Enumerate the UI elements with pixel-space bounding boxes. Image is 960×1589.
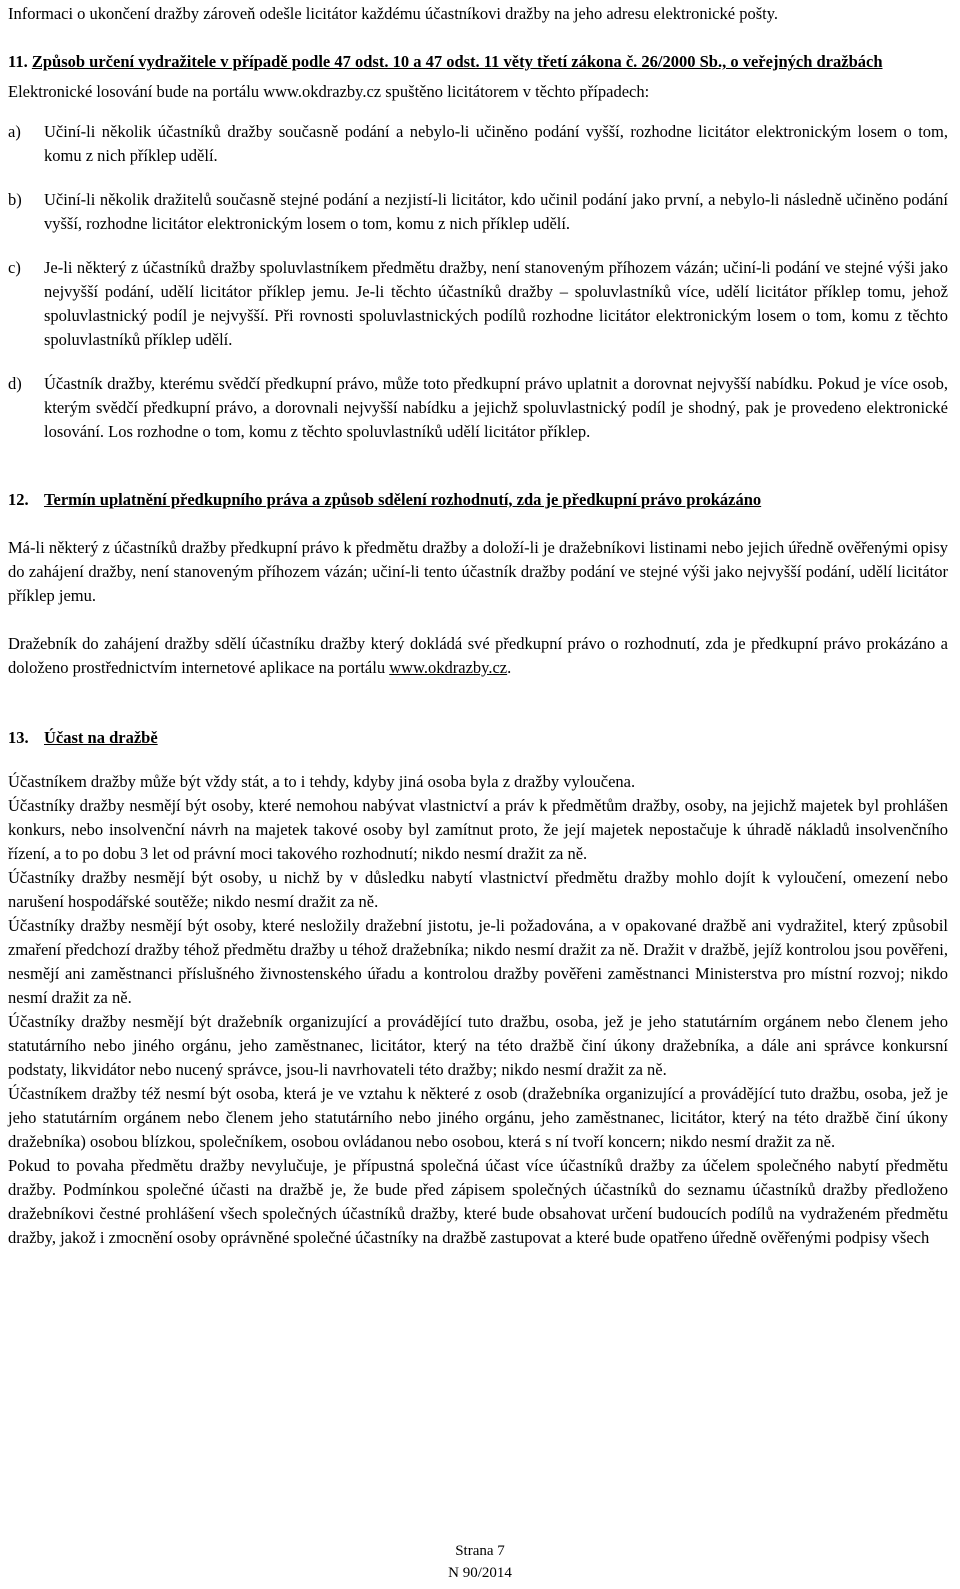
okdrazby-link[interactable]: www.okdrazby.cz — [263, 82, 382, 101]
p2-text-before: Dražebník do zahájení dražby sdělí účastníku dražby který dokládá své předkupní právo o rozhodnutí, zda je předkupní právo prokázáno a doloženo prostřednictvím internetové aplikace na portálu — [8, 634, 948, 677]
page-number: Strana 7 — [455, 1543, 505, 1559]
section-13-title: Účast na dražbě — [44, 728, 158, 747]
p2-text-after: . — [507, 658, 512, 677]
list-item-label: c) — [8, 258, 21, 277]
section-13-heading — [8, 726, 948, 750]
section-13-body — [8, 770, 948, 1250]
list-item-b — [8, 188, 948, 236]
section-12-paragraph-1: Má-li některý z účastníků dražby předkupní právo k předmětu dražby a doloží-li je dražebníkovi listinami nebo jejich úředně ověřenými opisy do zahájení dražby, není stanoveným příhozem vázán; učiní-li tento účastník dražby podání ve stejné výši jako nejvyšší podání, udělí licitátor příklep jemu. — [8, 538, 948, 605]
section-12-heading — [8, 488, 948, 512]
page-footer — [0, 1540, 960, 1584]
list-item-a — [8, 120, 948, 168]
section-12-title: Termín uplatnění předkupního práva a způsob sdělení rozhodnutí, zda je předkupní právo prokázáno — [44, 490, 762, 509]
list-item-text: Účastník dražby, kterému svědčí předkupní právo, může toto předkupní právo uplatnit a dorovnat nejvyšší nabídku. Pokud je více osob, kterým svědčí předkupní právo, a dorovnali nejvyšší nabídku a jejichž spoluvlastnický podíl je shodný, pak je provedeno elektronické losování. Los rozhodne o tom, komu z těchto spoluvlastníků udělí licitátor příklep. — [44, 374, 948, 441]
section-12-number: 12. — [8, 490, 29, 509]
list-item-text: Učiní-li několik dražitelů současně stejné podání a nezjistí-li licitátor, kdo učinil podání jako první, a nebylo-li následně učiněno podání vyšší, rozhodne licitátor elektronickým losem o tom, komu z nich příklep udělí. — [44, 190, 948, 233]
list-item-c — [8, 256, 948, 352]
section-11-heading — [8, 50, 948, 74]
section-13-paragraph: Účastníkem dražby též nesmí být osoba, která je ve vztahu k některé z osob (dražebníka organizující a provádějící tuto dražbu, osoba, jež je jeho statutárním orgánem nebo členem jeho statutárního nebo jiného orgánu, jeho zaměstnanec, licitátor, který na této dražbě činí úkony dražebníka) osobou blízkou, společníkem, osobou ovládanou nebo osobou, která s ní tvoří koncern; nikdo nesmí dražit za ně. — [8, 1084, 948, 1151]
list-item-d — [8, 372, 948, 444]
section-12-paragraph-2 — [8, 632, 948, 680]
section-11-lead — [8, 80, 948, 104]
section-11-title: Způsob určení vydražitele v případě podle 47 odst. 10 a 47 odst. 11 věty třetí zákona č. 26/2000 Sb., o veřejných dražbách — [31, 52, 883, 71]
list-item-label: b) — [8, 190, 22, 209]
section-13-paragraph: Účastníky dražby nesmějí být osoby, které nemohou nabývat vlastnictví a práv k předmětům dražby, osoby, na jejichž majetek byl prohlášen konkurs, nebo insolvenční návrh na majetek takové osoby byl zamítnut proto, že její majetek nepostačuje k úhradě nákladů insolvenčního řízení, a to po dobu 3 let od právní moci takového rozhodnutí; nikdo nesmí dražit za ně. — [8, 796, 948, 863]
list-item-label: d) — [8, 374, 22, 393]
document-page — [8, 0, 948, 1250]
lead-text-before: Elektronické losování bude na portálu — [8, 82, 264, 101]
list-item-text: Je-li některý z účastníků dražby spoluvlastníkem předmětu dražby, není stanoveným příhozem vázán; učiní-li podání ve stejné výši jako nejvyšší podání, udělí licitátor příklep jemu. Je-li těchto účastníků dražby – spoluvlastníků více, udělí licitátor příklep tomu, jehož spoluvlastnický podíl je nejvyšší. Při rovnosti spoluvlastnických podílů rozhodne licitátor elektronickým losem o tom, komu z těchto spoluvlastníků příklep udělí. — [44, 258, 948, 349]
section-11-number: 11. — [8, 52, 28, 71]
document-reference: N 90/2014 — [448, 1565, 512, 1581]
section-13-paragraph: Pokud to povaha předmětu dražby nevylučuje, je přípustná společná účast více účastníků dražby za účelem společného nabytí předmětu dražby. Podmínkou společné účasti na dražbě je, že bude před zápisem společných účastníků do seznamu účastníků dražby předloženo dražebníkovi čestné prohlášení všech společných účastníků dražby, které bude obsahovat určení budoucích podílů na vydraženém předmětu dražby, jakož i zmocnění osoby oprávněné společné účastníky na dražbě zastupovat a které bude opatřeno úředně ověřenými podpisy všech — [8, 1156, 948, 1247]
section-13-paragraph: Účastníky dražby nesmějí být dražebník organizující a provádějící tuto dražbu, osoba, jež je jeho statutárním orgánem nebo členem jeho statutárního nebo jiného orgánu, jeho zaměstnanec, licitátor, který na této dražbě činí úkony dražebníka, a dále ani správce konkursní podstaty, likvidátor nebo nucený správce, jsou-li navrhovateli této dražby; nikdo nesmí dražit za ně. — [8, 1012, 948, 1079]
intro-paragraph: Informaci o ukončení dražby zároveň odešle licitátor každému účastníkovi dražby na jeho adresu elektronické pošty. — [8, 4, 779, 23]
section-13-paragraph: Účastníky dražby nesmějí být osoby, které nesložily dražební jistotu, je-li požadována, a v opakované dražbě ani vydražitel, který způsobil zmaření předchozí dražby téhož předmětu dražby u téhož dražebníka; nikdo nesmí dražit za ně. Dražit v dražbě, jejíž kontrolou jsou pověřeni, nesmějí ani zaměstnanci příslušného živnostenského úřadu a kontrolou dražby pověřeni zaměstnanci Ministerstva pro místní rozvoj; nikdo nesmí dražit za ně. — [8, 916, 948, 1007]
okdrazby-link[interactable]: www.okdrazby.cz — [389, 658, 508, 677]
section-13-number: 13. — [8, 728, 29, 747]
lead-text-after: spuštěno licitátorem v těchto případech: — [381, 82, 650, 101]
section-13-paragraph: Účastníky dražby nesmějí být osoby, u nichž by v důsledku nabytí vlastnictví předmětu dražby mohlo dojít k vyloučení, omezení nebo narušení hospodářské soutěže; nikdo nesmí dražit za ně. — [8, 868, 948, 911]
section-13-paragraph: Účastníkem dražby může být vždy stát, a to i tehdy, kdyby jiná osoba byla z dražby vyloučena. — [8, 772, 636, 791]
list-item-label: a) — [8, 122, 21, 141]
list-item-text: Učiní-li několik účastníků dražby současně podání a nebylo-li učiněno podání vyšší, rozhodne licitátor elektronickým losem o tom, komu z nich příklep udělí. — [44, 122, 948, 165]
